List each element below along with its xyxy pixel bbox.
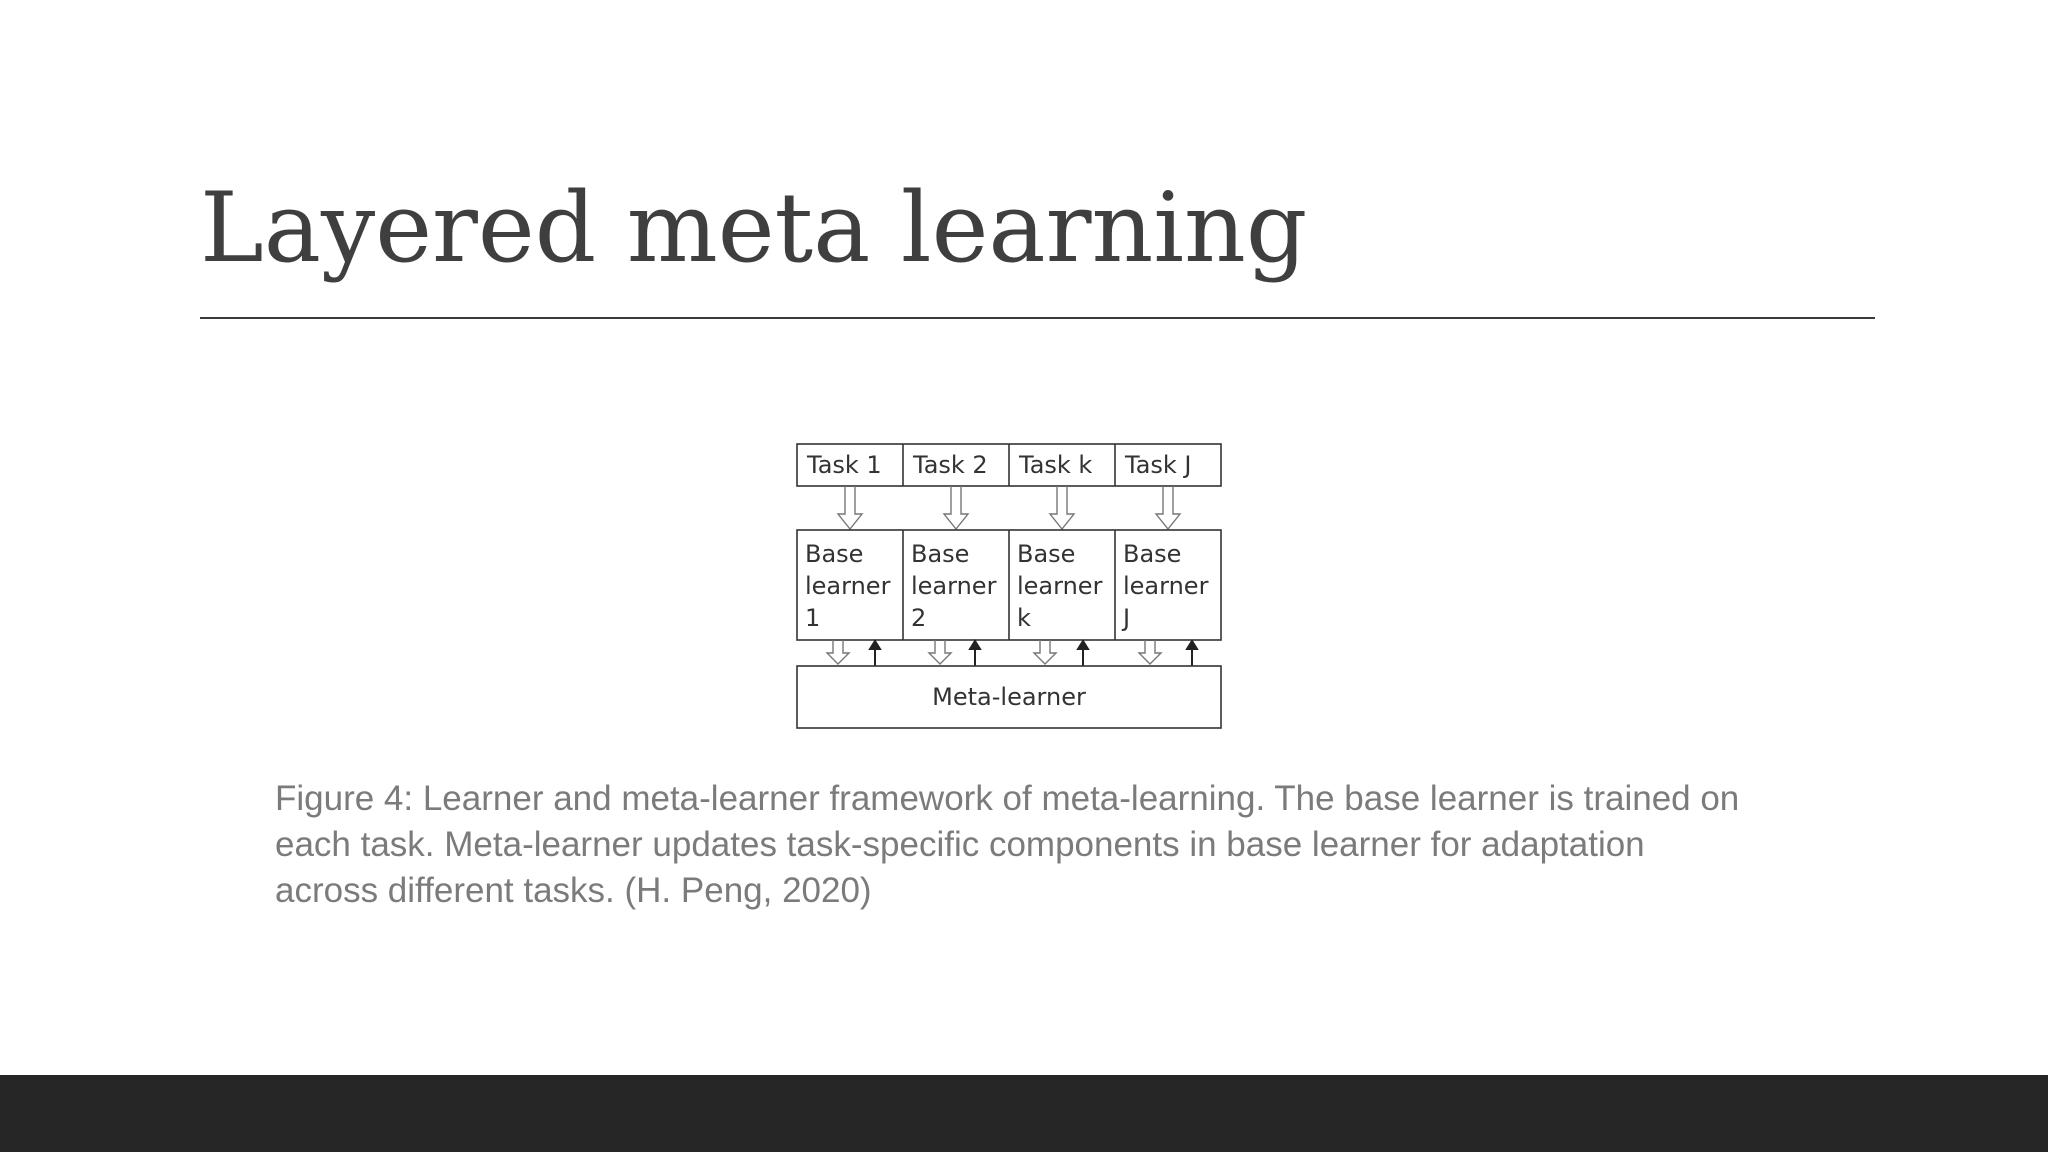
arrow-up-icon — [1078, 641, 1088, 666]
title-divider — [200, 317, 1875, 319]
base-learner-2-line1: Base — [911, 540, 970, 568]
task-label-k: Task k — [1019, 451, 1093, 479]
meta-learner-label: Meta-learner — [932, 683, 1086, 711]
arrow-up-icon — [1187, 641, 1197, 666]
hollow-arrow-down-icon — [929, 640, 951, 664]
arrow-up-icon — [970, 641, 980, 666]
base-learner-2-line2: learner — [911, 572, 997, 600]
base-learner-k-line3: k — [1017, 604, 1031, 632]
task-label-1: Task 1 — [807, 451, 882, 479]
slide-title: Layered meta learning — [200, 172, 1308, 284]
hollow-arrow-down-icon — [838, 486, 862, 529]
hollow-arrow-down-icon — [827, 640, 849, 664]
base-learner-1-line1: Base — [805, 540, 864, 568]
base-learner-2-line3: 2 — [911, 604, 927, 632]
arrow-up-icon — [870, 641, 880, 666]
base-learner-k-line2: learner — [1017, 572, 1103, 600]
footer-bar — [0, 1075, 2048, 1152]
base-learner-1-line2: learner — [805, 572, 891, 600]
task-label-2: Task 2 — [913, 451, 988, 479]
hollow-arrow-down-icon — [1034, 640, 1056, 664]
task-label-j: Task J — [1125, 451, 1192, 479]
base-learner-1-line3: 1 — [805, 604, 821, 632]
base-learner-j-line2: learner — [1123, 572, 1209, 600]
hollow-arrow-down-icon — [1139, 640, 1161, 664]
base-learner-j-line3: J — [1123, 604, 1131, 632]
diagram-svg — [795, 442, 1225, 732]
hollow-arrow-down-icon — [944, 486, 968, 529]
meta-learning-diagram — [795, 442, 1225, 732]
base-learner-j-line1: Base — [1123, 540, 1182, 568]
hollow-arrow-down-icon — [1156, 486, 1180, 529]
figure-caption: Figure 4: Learner and meta-learner framework of meta-learning. The base learner is trained on each task. Meta-learner updates task-specific components in base learner for adaptation across different tasks. (H. Peng, 2020) — [275, 779, 1740, 910]
task-to-learner-arrows — [838, 486, 1180, 529]
hollow-arrow-down-icon — [1050, 486, 1074, 529]
base-learner-k-line1: Base — [1017, 540, 1076, 568]
